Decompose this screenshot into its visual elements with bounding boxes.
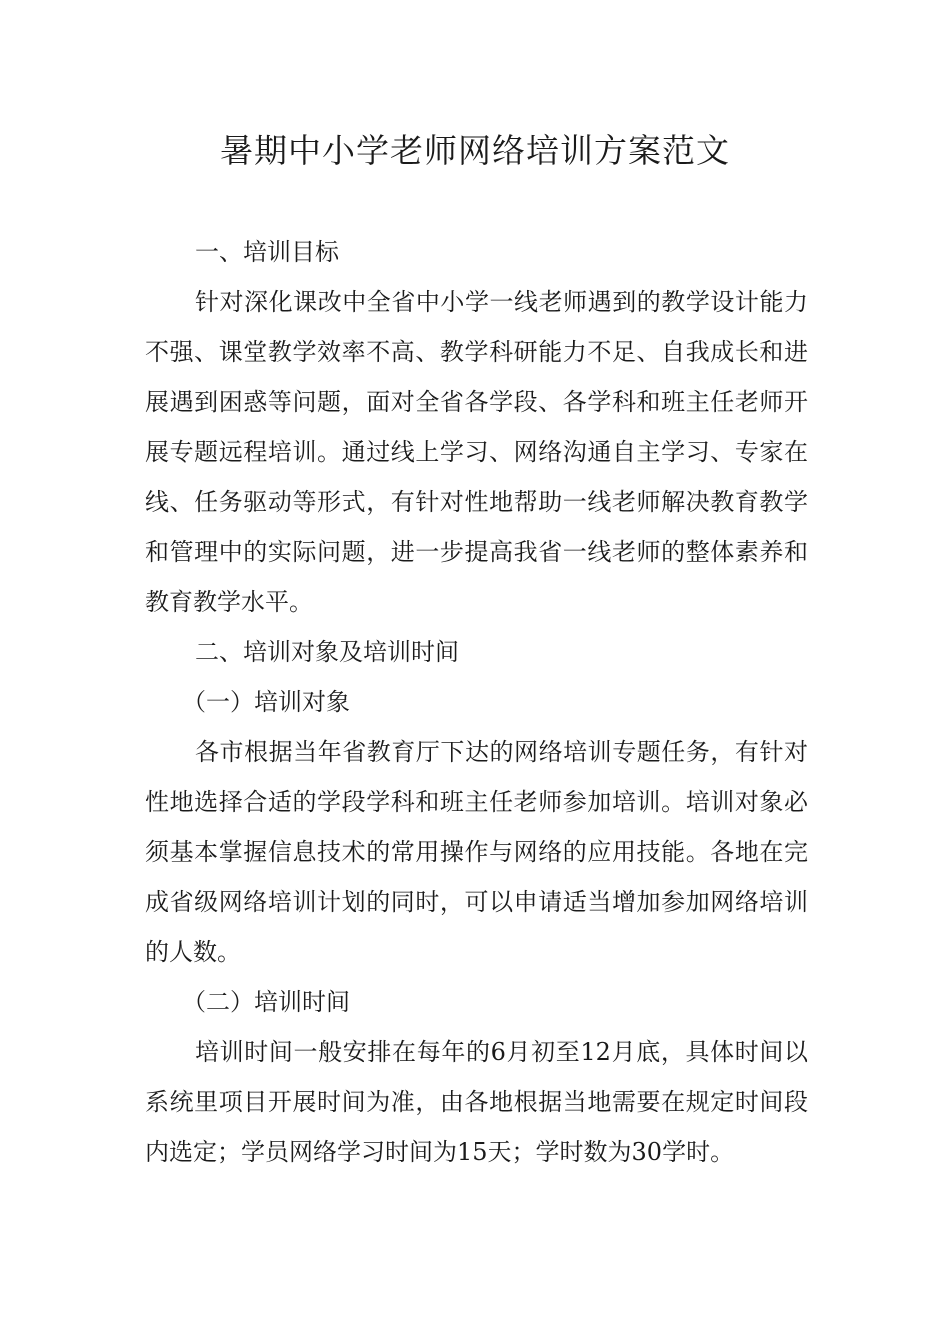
section-heading-participants-time: 二、培训对象及培训时间	[195, 638, 459, 666]
subheading-time: （二）培训时间	[182, 988, 350, 1016]
paragraph-participants: 各市根据当年省教育厅下达的网络培训专题任务，有针对性地选择合适的学段学科和班主任老师参加培训。培训对象必须基本掌握信息技术的常用操作与网络的应用技能。各地在完成省级网络培训计划的同时，可以申请适当增加参加网络培训的人数。	[145, 738, 808, 966]
paragraph-time: 培训时间一般安排在每年的6月初至12月底，具体时间以系统里项目开展时间为准，由各地根据当地需要在规定时间段内选定；学员网络学习时间为15天；学时数为30学时。	[145, 1038, 808, 1166]
document-title: 暑期中小学老师网络培训方案范文	[220, 131, 730, 170]
section-heading-goals: 一、培训目标	[195, 238, 339, 266]
paragraph-goals: 针对深化课改中全省中小学一线老师遇到的教学设计能力不强、课堂教学效率不高、教学科研能力不足、自我成长和进展遇到困惑等问题，面对全省各学段、各学科和班主任老师开展专题远程培训。通过线上学习、网络沟通自主学习、专家在线、任务驱动等形式，有针对性地帮助一线老师解决教育教学和管理中的实际问题，进一步提高我省一线老师的整体素养和教育教学水平。	[145, 288, 808, 616]
subheading-participants: （一）培训对象	[182, 688, 350, 716]
document-body	[145, 227, 808, 1177]
